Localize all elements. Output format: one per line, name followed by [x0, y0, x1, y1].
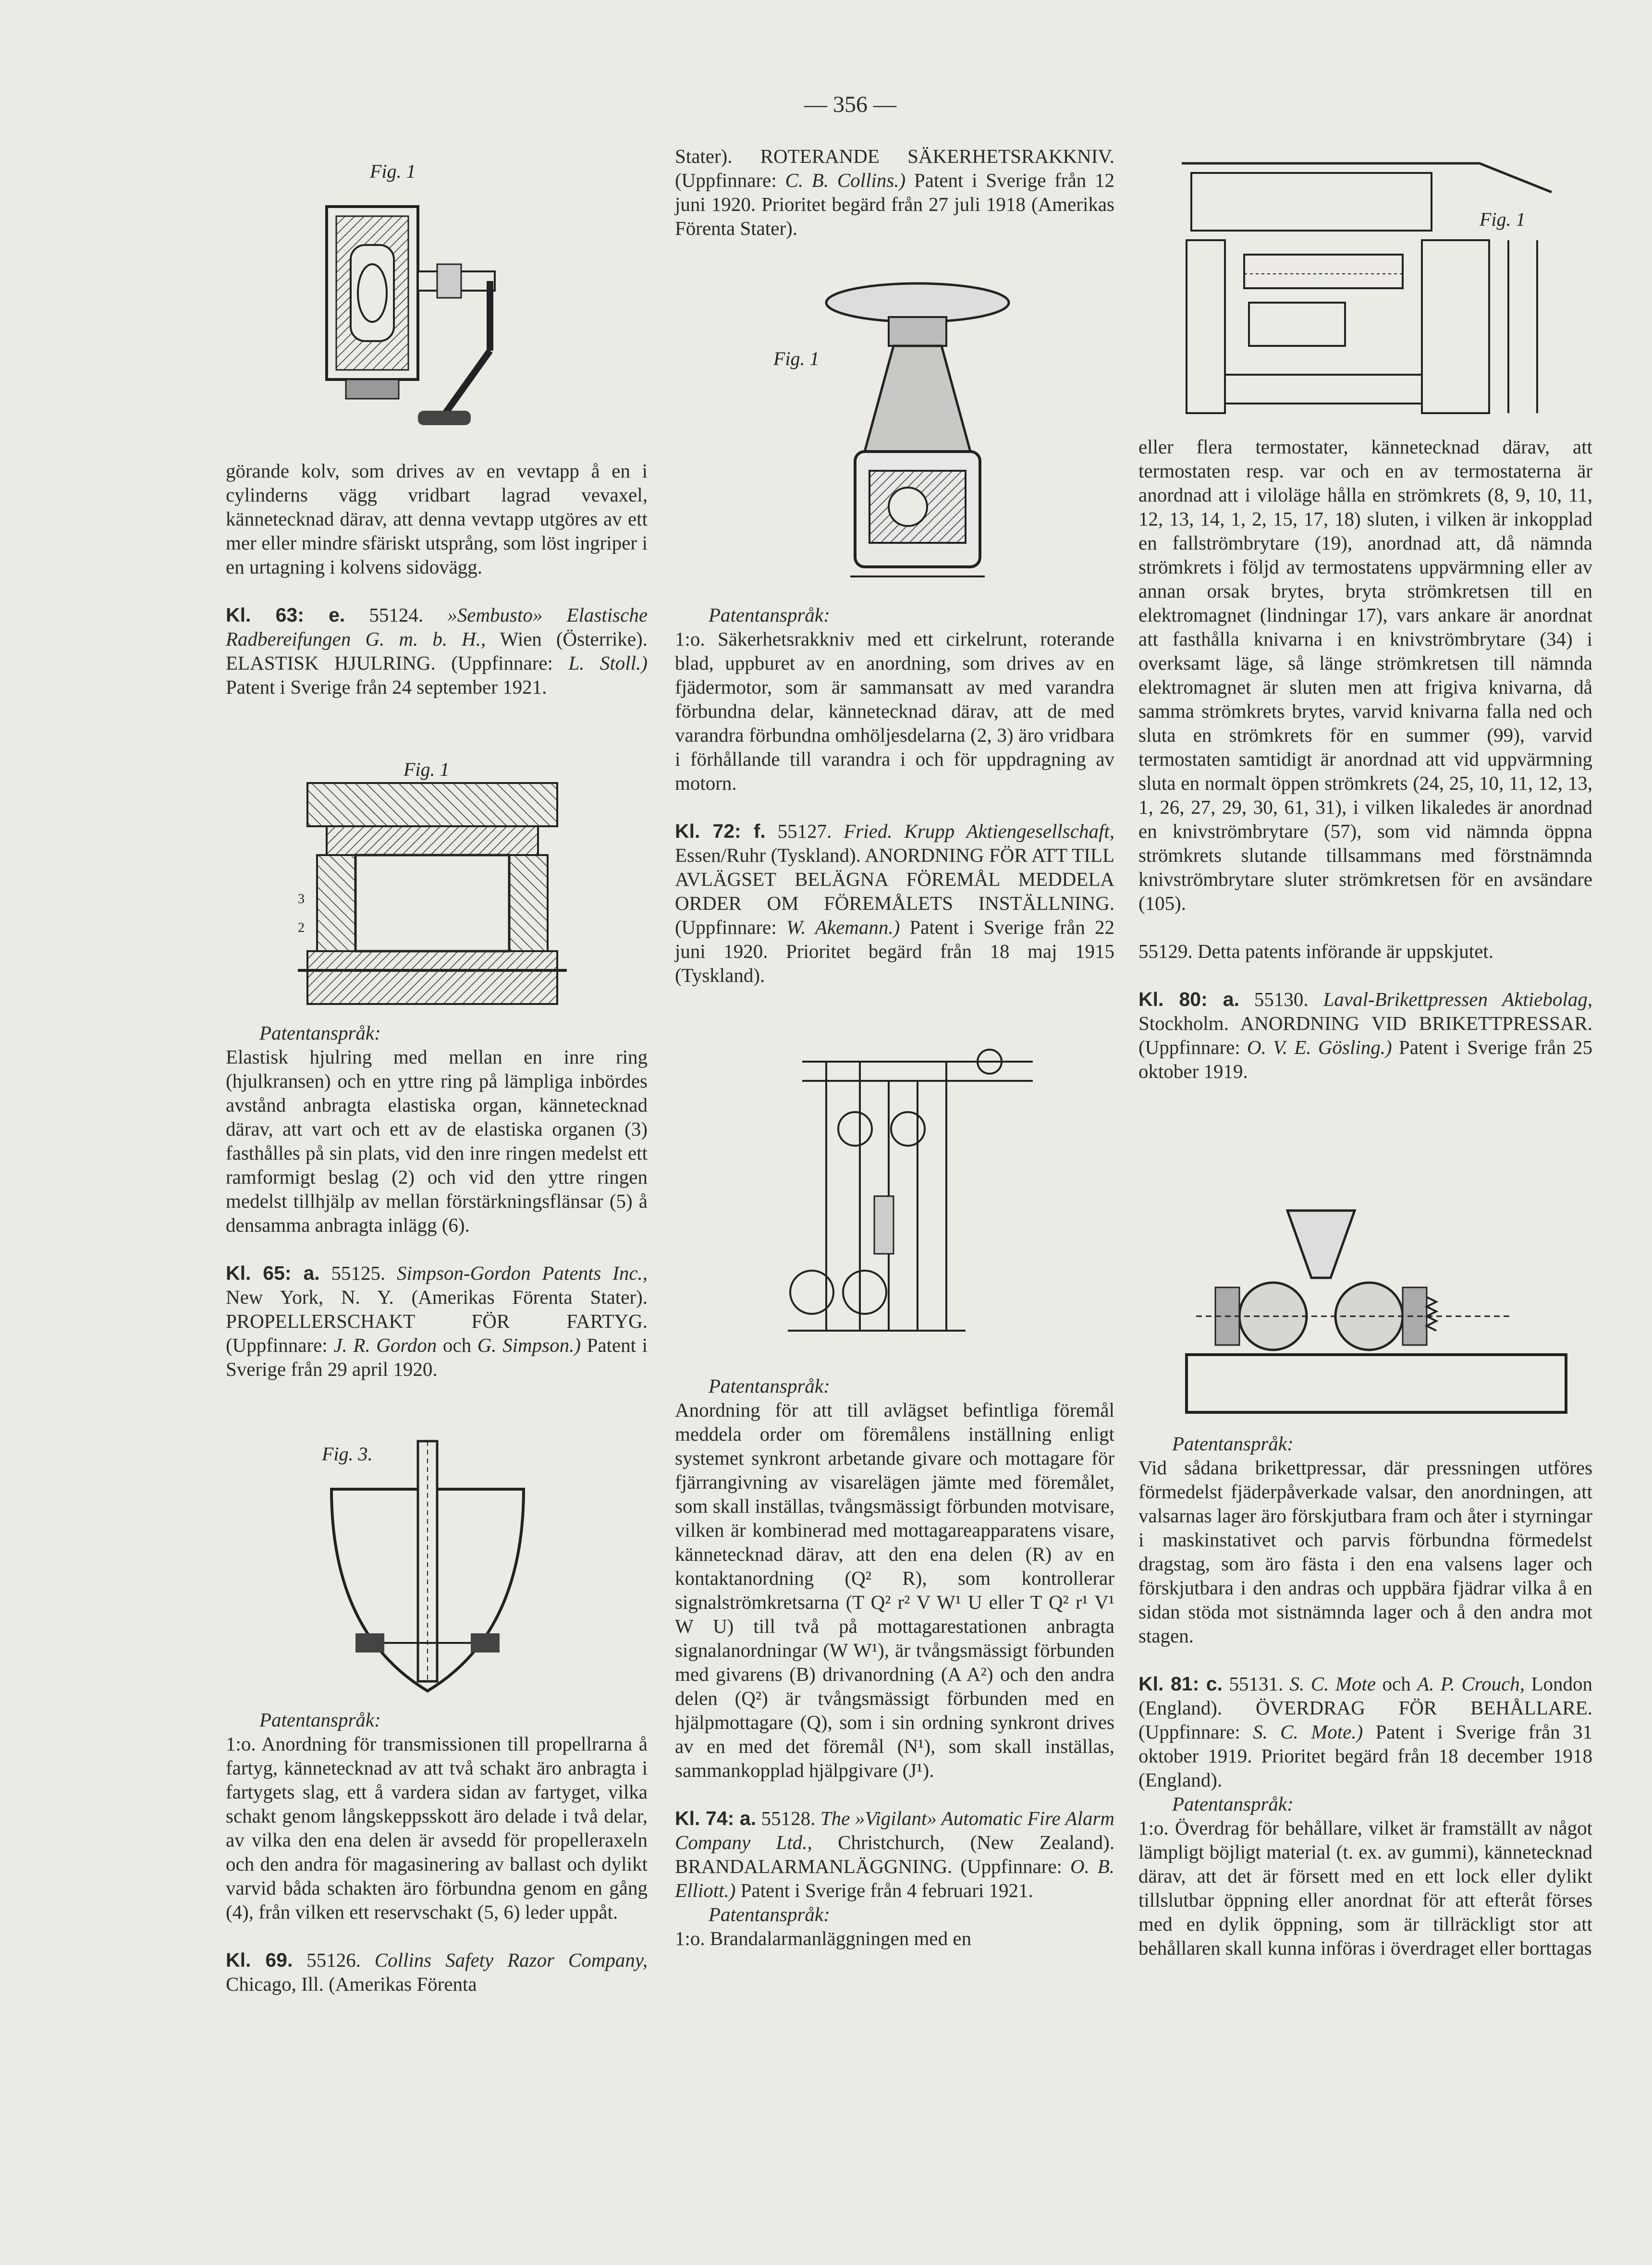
col2-para-2: 1:o. Säkerhetsrakkniv med ett cirkelrunt, roterande blad, uppburet av en anordning, som drives av en fjädermotor, som är sammansatt av med varandra förbundna delar, kännetecknad därav, att de med varandra förbundna omhöljesdelarna (2, 3) äro vridbara i förhållande till varandra i och för uppdragning av motorn. — [675, 628, 1114, 794]
col3-entry-kl80: Kl. 80: a. 55130. Laval-Brikettpressen Aktiebolag, Stockholm. ANORDNING VID BRIKETTPRESSAR. (Uppfinnare: O. V. E. Gösling.) Patent i Sverige från 25 oktober 1919. — [1138, 988, 1593, 1082]
column-1 — [226, 459, 648, 699]
figure-piston-crank — [298, 149, 548, 437]
col2-patentansprak-2: Patentanspråk: — [709, 1375, 830, 1397]
col3-patentansprak-1: Patentanspråk: — [1172, 1432, 1294, 1455]
column-1-b — [226, 1021, 648, 1381]
col1-entry-kl65: Kl. 65: a. 55125. Simpson-Gordon Patents Inc., New York, N. Y. (Amerikas Förenta Stater). PROPELLERSCHAKT FÖR FARTYG. (Uppfinnare: J. R. Gordon och G. Simpson.) Patent i Sverige från 29 april 1920. — [226, 1262, 648, 1380]
col2-entry-kl72: Kl. 72: f. 55127. Fried. Krupp Aktiengesellschaft, Essen/Ruhr (Tyskland). ANORDNING FÖR ATT TILL AVLÄGSET BELÄGNA FÖREMÅL MEDDELA ORDER OM FÖREMÅLETS INSTÄLLNING. (Uppfinnare: W. Akemann.) Patent i Sverige från 22 juni 1920. Prioritet begärd från 18 maj 1915 (Tyskland). — [675, 820, 1114, 986]
col3-entry-kl81: Kl. 81: c. 55131. S. C. Mote och A. P. Crouch, London (England). ÖVERDRAG FÖR BEHÅLLARE. (Uppfinnare: S. C. Mote.) Patent i Sverige från 31 oktober 1919. Prioritet begärd från 18 december 1918 (England). — [1138, 1673, 1593, 1791]
col1-patentansprak-1: Patentanspråk: — [259, 1022, 381, 1044]
svg-text:2: 2 — [298, 920, 305, 935]
col2-entry-kl74: Kl. 74: a. 55128. The »Vigilant» Automatic Fire Alarm Company Ltd., Christchurch, (New Zealand). BRANDALARMANLÄGGNING. (Uppfinnare: O. B. Elliott.) Patent i Sverige från 4 februari 1921. — [675, 1807, 1115, 1901]
fig-a-label: Fig. 1 — [370, 160, 416, 182]
svg-text:3: 3 — [298, 892, 305, 906]
column-2 — [675, 144, 1114, 240]
fig-e-label: Fig. 1 — [1480, 208, 1526, 230]
signal-circuit-drawing — [773, 1042, 1042, 1350]
propeller-shaft-drawing — [312, 1432, 543, 1701]
col3-para-6: 1:o. Överdrag för behållare, vilket är framställt av något lämpligt böjligt material (t. ex. av gummi), kännetecknad därav, att det är försett med en ett lock eller dylikt tillslutbar öppning eller anordnat för att efteråt förses med en dylik öppning, som är tillräckligt stor att behållaren skall kunna införas i överdraget eller borttagas — [1138, 1817, 1592, 1959]
briquette-press-drawing — [1177, 1201, 1576, 1422]
col2-patentansprak-3: Patentanspråk: — [709, 1903, 830, 1925]
col1-para-1: görande kolv, som drives av en vevtapp å en i cylinderns vägg vridbart lagrad vevaxel, kännetecknad därav, att denna vevtapp utgöres av ett mer eller mindre sfäriskt utsprång, som löst ingriper i en urtagning i kolvens sidovägg. — [226, 460, 648, 578]
class-label-63e: Kl. 63: e. — [226, 604, 345, 626]
col1-entry-kl69: Kl. 69. 55126. Collins Safety Razor Company, Chicago, Ill. (Amerikas Förenta — [226, 1949, 648, 1995]
fig-b-label: Fig. 1 — [404, 759, 450, 780]
col2-patentansprak-1: Patentanspråk: — [709, 604, 830, 626]
col2-para-6: 1:o. Brandalarmanläggningen med en — [675, 1927, 972, 1949]
col3-para-1: eller flera termostater, kännetecknad därav, att termostaten resp. var och en av termostaterna är anordnad att i viloläge hålla en strömkrets (8, 9, 10, 11, 12, 13, 14, 1, 2, 15, 17, 18) sluten, i vilken är inkopplad en fallströmbrytare (19), anordnad att, då nämnda strömkrets i följd av termostatens uppvärmning eller av annan orsak brytes, bryta strömkretsen till en elektromagnet (lindningar 17), vars ankare är anordnat att fasthålla knivarna i en knivströmbrytare (34) i overksamt läge, så länge strömkretsen till nämnda elektromagnet är sluten men att frigiva knivarna, då samma strömkrets brytes, varvid knivarna falla ned och sluta en strömkrets för en summer (99), varvid termostaten samtidigt är anordnad att vid uppvärmning sluta en normalt öppen strömkrets (24, 25, 10, 11, 12, 13, 1, 26, 27, 29, 30, 61, 31), i vilken likaledes är anordnad en knivströmbrytare (57), som vid nämnda öppna strömkrets slutande tillsammans med förstnämnda knivströmbrytare sluter strömkretsen för en avsändare (105). — [1138, 436, 1592, 914]
col1-entry-kl63: Kl. 63: e. 55124. »Sembusto» Elastische Radbereifungen G. m. b. H., Wien (Österrike). ELASTISK HJULRING. (Uppfinnare: L. Stoll.) Patent i Sverige från 24 september 1921. — [226, 604, 648, 698]
figure-propeller-shaft — [312, 1432, 543, 1701]
col3-para-2: 55129. Detta patents införande är uppskjutet. — [1138, 940, 1493, 962]
figure-signal-circuit — [773, 1042, 1042, 1350]
column-1-c — [226, 1708, 648, 1996]
col3-patentansprak-2: Patentanspråk: — [1172, 1793, 1294, 1815]
col1-para-5: 1:o. Anordning för transmissionen till propellrarna å fartyg, kännetecknad av att två schakt äro anbragta i fartygets slag, ett å vardera sidan av fartyget, vilka schakt genom långskeppsskott äro delade i två delar, av vilka den ena delen är avsedd för propelleraxeln och den andra för magasinering av ballast och dylikt varvid båda schakten äro förbundna genom en gång (4), från vilken ett reservschakt (5, 6) leder uppåt. — [226, 1733, 648, 1923]
fig-c-label: Fig. 1 — [773, 348, 820, 369]
column-3-b — [1138, 1432, 1592, 1960]
page-number: — 356 — — [804, 92, 896, 117]
col1-para-3: Elastisk hjulring med mellan en inre ring (hjulkransen) och en yttre ring på lämpliga inbördes avstånd anbragta elastiska organ, kännetecknad därav, att vart och ett av de elastiska organen (3) fasthålles på sin plats, vid den inre ringen medelst ett ramformigt beslag (2) och vid den yttre ringen medelst tillhjälp av mellan förstärkningsflänsar (5) å densamma anbragta inlägg (6). — [226, 1046, 648, 1236]
fire-alarm-drawing — [1172, 144, 1576, 423]
column-2-c — [675, 1374, 1114, 1950]
piston-crank-drawing — [298, 149, 548, 437]
figure-fire-alarm-circuit — [1172, 144, 1576, 423]
col2-para-1: Stater). ROTERANDE SÄKERHETSRAKKNIV. (Uppfinnare: C. B. Collins.) Patent i Sverige från 12 juni 1920. Prioritet begärd från 27 juli 1918 (Amerikas Förenta Stater). — [675, 145, 1114, 239]
col3-para-4: Vid sådana brikettpressar, där pressningen utföres förmedelst fjäderpåverkade valsar, den anordningen, att valsarnas lager äro förskjutbara fram och åter i styrningar i maskinstativet och parvis förbundna förmedelst dragstag, som äro fästa i den ena valsens lager och förskjutbara i den andras och uppbära fjädrar vilka å en sidan stöda mot sistnämnda lager och å den andra mot stagen. — [1138, 1457, 1592, 1647]
safety-razor-drawing — [773, 269, 1042, 600]
wheel-ring-drawing — [298, 759, 567, 1009]
column-2-b — [675, 603, 1114, 987]
figure-elastic-wheel-ring — [298, 759, 567, 1009]
column-3 — [1138, 435, 1592, 1083]
fig-d-label: Fig. 3. — [322, 1443, 373, 1465]
figure-safety-razor — [773, 269, 1042, 600]
col2-para-4: Anordning för att till avlägset befintliga föremål meddela order om föremålens inställning enligt systemet synkront arbetande givare och mottagare för fjärrangivning av visarelägen jämte med föremålet, som skall inställas, tvångsmässigt förbunden motvisare, vilken är kombinerad med mottagareapparatens visare, kännetecknad därav, att den ena delen (R) av en kontaktanordning (Q² R), som kontrollerar signalströmkretsarna (T Q² r² V W¹ U eller T Q² r¹ V¹ W U) till två på mottagarestationen anbragta signalanordningar (W W¹), är tvångsmässigt förbunden med givarens (B) drivanordning (A A²) och den andra delen (Q²) är tvångsmässigt förbunden med en hjälpmottagare (Q), som i sin ordning synkront drives av en med det föremål (N¹), som skall inställas, sammankopplad hjälpgivare (J¹). — [675, 1399, 1114, 1781]
figure-briquette-press — [1177, 1201, 1576, 1422]
col1-patentansprak-2: Patentanspråk: — [259, 1709, 381, 1731]
